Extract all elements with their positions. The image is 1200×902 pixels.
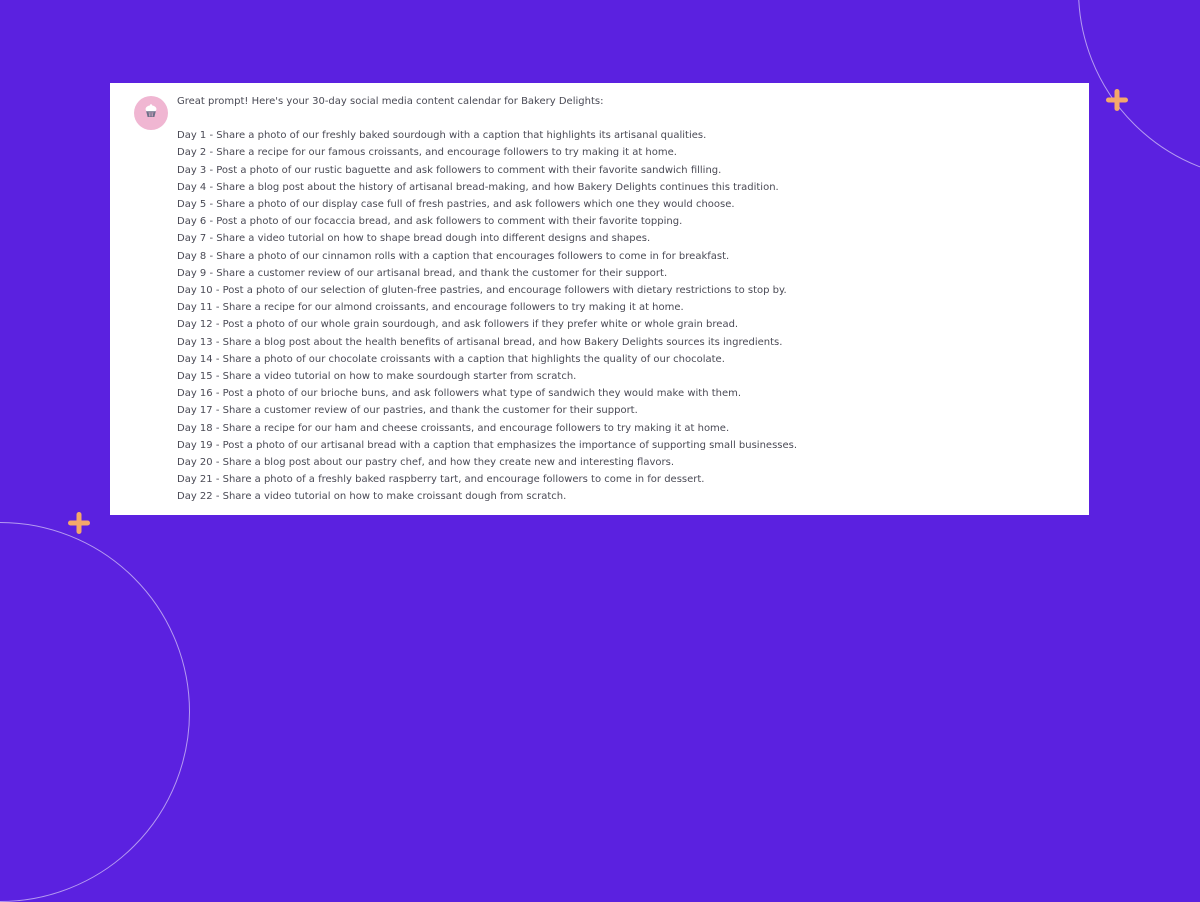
calendar-day-item: Day 10 - Post a photo of our selection of gluten-free pastries, and encourage followers with dietary restrictions to stop by. [177,285,787,297]
content-calendar-list [177,127,1069,505]
chat-message-card [110,83,1089,515]
calendar-day-item: Day 18 - Share a recipe for our ham and cheese croissants, and encourage followers to try making it at home. [177,422,730,434]
calendar-day-item: Day 22 - Share a video tutorial on how to make croissant dough from scratch. [177,491,567,503]
calendar-day-item: Day 9 - Share a customer review of our artisanal bread, and thank the customer for their support. [177,267,668,279]
decorative-ring-top-right [1078,0,1200,180]
assistant-message [177,93,1069,506]
plus-sparkle-icon [67,511,91,535]
calendar-day-item: Day 2 - Share a recipe for our famous croissants, and encourage followers to try making it at home. [177,147,677,159]
calendar-day-item: Day 17 - Share a customer review of our pastries, and thank the customer for their support. [177,405,638,417]
calendar-day-item: Day 6 - Post a photo of our focaccia bread, and ask followers to comment with their favorite topping. [177,216,683,228]
calendar-day-item: Day 3 - Post a photo of our rustic baguette and ask followers to comment with their favorite sandwich filling. [177,164,722,176]
calendar-day-item: Day 12 - Post a photo of our whole grain sourdough, and ask followers if they prefer white or whole grain bread. [177,319,739,331]
calendar-day-item: Day 21 - Share a photo of a freshly baked raspberry tart, and encourage followers to come in for dessert. [177,474,705,486]
decorative-ring-bottom-left [0,522,190,902]
cupcake-icon [143,103,159,123]
plus-sparkle-icon [1105,88,1129,112]
assistant-avatar [134,96,168,130]
message-intro: Great prompt! Here's your 30-day social media content calendar for Bakery Delights: [177,96,604,107]
calendar-day-item: Day 15 - Share a video tutorial on how to make sourdough starter from scratch. [177,371,577,383]
calendar-day-item: Day 1 - Share a photo of our freshly baked sourdough with a caption that highlights its artisanal qualities. [177,130,707,142]
calendar-day-item: Day 7 - Share a video tutorial on how to shape bread dough into different designs and shapes. [177,233,651,245]
calendar-day-item: Day 14 - Share a photo of our chocolate croissants with a caption that highlights the quality of our chocolate. [177,353,725,365]
calendar-day-item: Day 8 - Share a photo of our cinnamon rolls with a caption that encourages followers to come in for breakfast. [177,250,730,262]
calendar-day-item: Day 13 - Share a blog post about the health benefits of artisanal bread, and how Bakery Delights sources its ingredients. [177,336,783,348]
calendar-day-item: Day 16 - Post a photo of our brioche buns, and ask followers what type of sandwich they would make with them. [177,388,742,400]
calendar-day-item: Day 5 - Share a photo of our display case full of fresh pastries, and ask followers which one they would choose. [177,199,735,211]
calendar-day-item: Day 20 - Share a blog post about our pastry chef, and how they create new and interesting flavors. [177,457,675,469]
calendar-day-item: Day 4 - Share a blog post about the history of artisanal bread-making, and how Bakery Delights continues this tradition. [177,181,779,193]
calendar-day-item: Day 11 - Share a recipe for our almond croissants, and encourage followers to try making it at home. [177,302,684,314]
calendar-day-item: Day 19 - Post a photo of our artisanal bread with a caption that emphasizes the importance of supporting small businesses. [177,439,798,451]
